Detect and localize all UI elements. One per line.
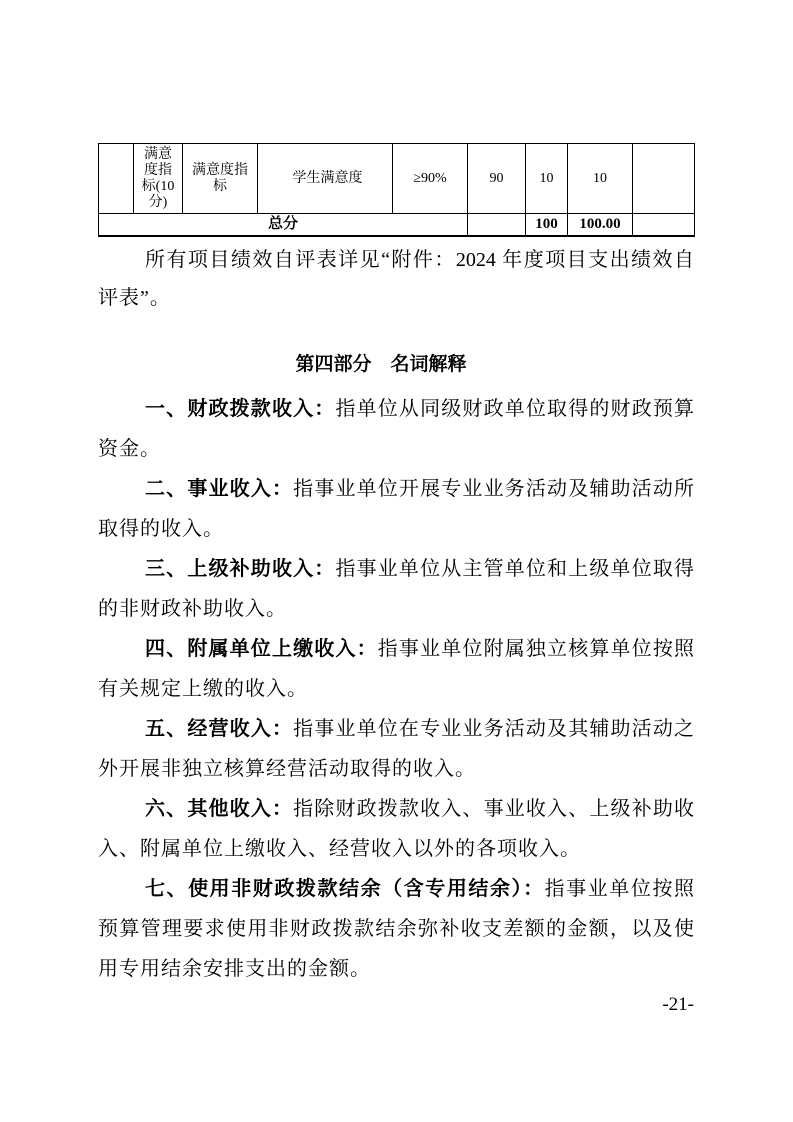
term-title: 五、经营收入： bbox=[145, 718, 294, 740]
table-cell-empty-left bbox=[99, 144, 134, 214]
table-cell-total-weight: 100 bbox=[526, 214, 568, 236]
table-cell-score: 10 bbox=[568, 144, 633, 214]
table-cell-total-empty bbox=[468, 214, 526, 236]
term-title: 一、财政拨款收入： bbox=[145, 398, 336, 420]
term-line: 入、附属单位上缴收入、经营收入以外的各项收入。 bbox=[98, 838, 581, 860]
term-definition: 指事业单位开展专业业务活动及辅助活动所 bbox=[293, 478, 695, 500]
term-line bbox=[98, 789, 694, 829]
table-row bbox=[99, 144, 695, 214]
table-cell-indicator-name: 学生满意度 bbox=[258, 144, 393, 214]
term-line: 有关规定上缴的收入。 bbox=[98, 678, 308, 700]
term-definition: 指事业单位按照 bbox=[544, 878, 695, 900]
term-definition: 指事业单位从主管单位和上级单位取得 bbox=[335, 558, 695, 580]
table-row-total bbox=[99, 214, 695, 236]
term-line bbox=[98, 389, 694, 429]
page-number: -21- bbox=[662, 994, 694, 1015]
performance-self-eval-table bbox=[98, 143, 695, 237]
term-definition: 指事业单位在专业业务活动及其辅助活动之 bbox=[293, 718, 695, 740]
term-line bbox=[98, 869, 694, 909]
table-cell-weight: 10 bbox=[526, 144, 568, 214]
table-cell-total-empty-right bbox=[633, 214, 695, 236]
table-cell-indicator-group: 满意度指标(10分) bbox=[134, 144, 183, 214]
glossary-terms bbox=[98, 389, 694, 989]
paragraph-line: 所有项目绩效自评表详见“附件：2024 年度项目支出绩效自 bbox=[145, 249, 694, 271]
term-title: 四、附属单位上缴收入： bbox=[145, 638, 378, 660]
table-cell-empty-right bbox=[633, 144, 695, 214]
term-line: 资金。 bbox=[98, 438, 161, 460]
term-title: 七、使用非财政拨款结余（含专用结余）： bbox=[145, 878, 545, 900]
table-cell-indicator-type: 满意度指标 bbox=[183, 144, 258, 214]
term-definition: 指单位从同级财政单位取得的财政预算 bbox=[335, 398, 695, 420]
term-definition: 指事业单位附属独立核算单位按照 bbox=[377, 638, 695, 660]
term-definition: 指除财政拨款收入、事业收入、上级补助收 bbox=[293, 798, 695, 820]
term-line bbox=[98, 709, 694, 749]
term-line bbox=[98, 629, 694, 669]
table-cell-total-score: 100.00 bbox=[568, 214, 633, 236]
term-title: 二、事业收入： bbox=[145, 478, 294, 500]
term-line: 的非财政补助收入。 bbox=[98, 598, 287, 620]
table-cell-actual-value: 90 bbox=[468, 144, 526, 214]
term-line: 用专用结余安排支出的金额。 bbox=[98, 958, 371, 980]
term-title: 三、上级补助收入： bbox=[145, 558, 336, 580]
paragraph-line: 评表”。 bbox=[98, 287, 171, 309]
term-line: 外开展非独立核算经营活动取得的收入。 bbox=[98, 758, 476, 780]
section-heading: 第四部分 名词解释 bbox=[295, 354, 467, 375]
term-title: 六、其他收入： bbox=[145, 798, 294, 820]
attachment-note-paragraph bbox=[98, 241, 694, 317]
term-line: 预算管理要求使用非财政拨款结余弥补收支差额的金额，以及使 bbox=[98, 918, 694, 940]
term-line: 取得的收入。 bbox=[98, 518, 224, 540]
table-cell-target-value: ≥90% bbox=[393, 144, 468, 214]
term-line bbox=[98, 469, 694, 509]
term-line bbox=[98, 549, 694, 589]
table-cell-total-label: 总分 bbox=[99, 214, 468, 236]
